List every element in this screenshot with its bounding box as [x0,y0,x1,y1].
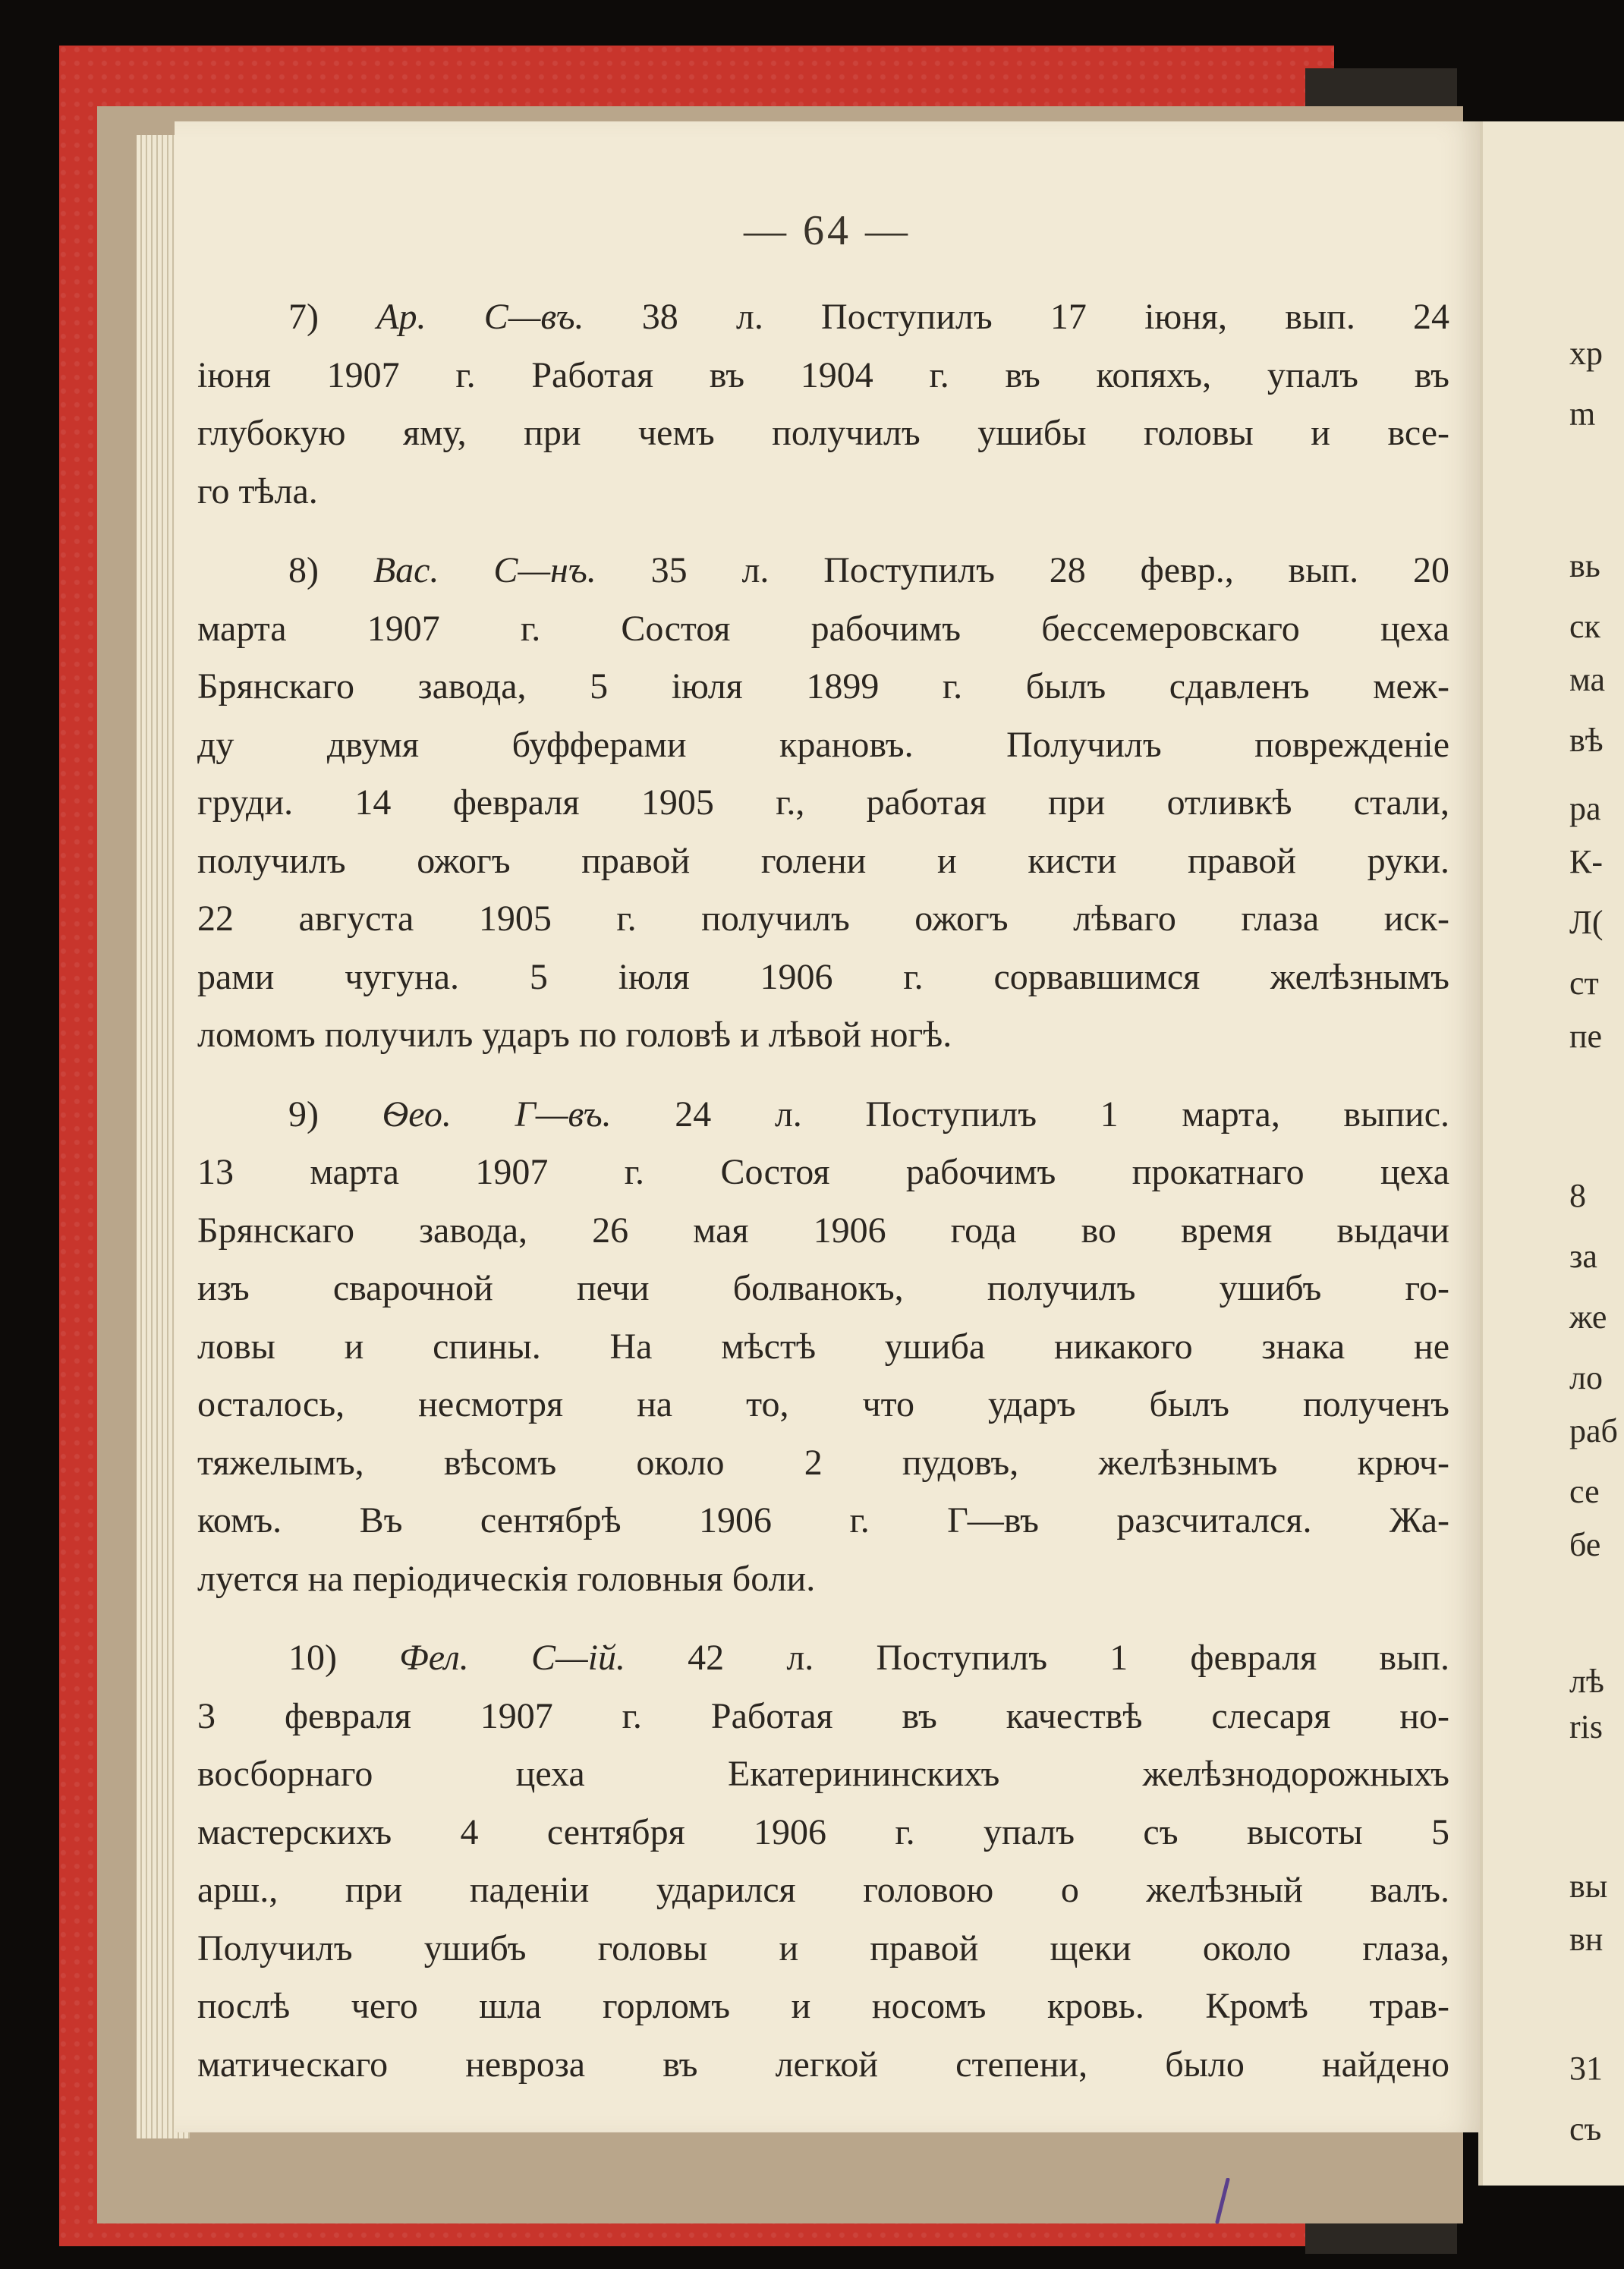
text-line [197,949,1449,1007]
facing-page-fragment: лѣ [1569,1663,1604,1700]
text-run: Брянскаго завода, 26 мая 1906 года во время выдачи [197,1210,1449,1251]
text-run: матическаго невроза въ легкой степени, было найдено [197,2044,1449,2085]
page-text [197,288,1449,2094]
facing-page-fragment: ris [1569,1708,1603,1745]
text-run: мастерскихъ 4 сентября 1906 г. упалъ съ высоты 5 [197,1811,1449,1852]
text-line [197,347,1449,405]
text-run: тяжелымъ, вѣсомъ около 2 пудовъ, желѣзнымъ крюч- [197,1442,1449,1483]
text-run: луется на періодическія головныя боли. [197,1558,816,1599]
text-run: послѣ чего шла горломъ и носомъ кровь. Кромѣ трав- [197,1986,1449,2026]
text-run: 35 л. Поступилъ 28 февр., вып. 20 [596,550,1450,590]
text-run: получилъ ожогъ правой голени и кисти правой руки. [197,840,1449,881]
text-run: іюня 1907 г. Работая въ 1904 г. въ копяхъ, упалъ въ [197,354,1449,395]
text-line [197,716,1449,775]
text-run: 24 л. Поступилъ 1 марта, выпис. [611,1094,1450,1134]
facing-page-fragment: ст [1569,965,1599,1002]
text-run: изъ сварочной печи болванокъ, получилъ ушибъ го- [197,1268,1449,1308]
text-run: глубокую яму, при чемъ получилъ ушибы головы и все- [197,413,1449,453]
facing-page-fragment: 8 [1569,1177,1586,1214]
paragraph [197,1629,1449,2094]
text-run: ломомъ получилъ ударъ по головѣ и лѣвой ногѣ. [197,1015,952,1055]
facing-page-fragment: m [1569,395,1596,433]
facing-page-fragment: вн [1569,1921,1604,1958]
paragraph [197,288,1449,521]
text-line [197,1745,1449,1804]
text-line [197,542,1449,600]
text-line [197,2036,1449,2094]
facing-page-fragment: же [1569,1298,1607,1336]
text-run: 38 л. Поступилъ 17 іюня, вып. 24 [584,297,1450,337]
facing-page-fragment: ра [1569,790,1601,827]
text-run: арш., при паденіи ударился головою о желѣзный валъ. [197,1870,1449,1910]
paragraph [197,1086,1449,1609]
paragraph [197,542,1449,1065]
facing-page-fragment: ма [1569,661,1606,698]
text-line [197,1978,1449,2036]
text-line [197,600,1449,659]
text-run: восборнаго цеха Екатерининскихъ желѣзнодорожныхъ [197,1754,1449,1794]
text-line [197,1434,1449,1493]
text-run: рами чугуна. 5 іюля 1906 г. сорвавшимся желѣзнымъ [197,956,1449,997]
facing-page-fragment: Л( [1569,904,1604,941]
facing-page-fragment: ск [1569,608,1600,645]
text-run: марта 1907 г. Состоя рабочимъ бессемеровскаго цеха [197,608,1449,649]
text-run: Брянскаго завода, 5 іюля 1899 г. былъ сдавленъ меж- [197,666,1449,707]
text-line [197,1688,1449,1746]
text-run: 9) [288,1094,382,1134]
text-line [197,1492,1449,1550]
text-line [197,1376,1449,1434]
page-number: — 64 — [744,207,911,254]
text-run: осталось, несмотря на то, что ударъ былъ полученъ [197,1384,1449,1424]
text-run: Получилъ ушибъ головы и правой щеки около глаза, [197,1928,1449,1968]
text-run: 8) [288,550,373,590]
text-run: груди. 14 февраля 1905 г., работая при отливкѣ стали, [197,782,1449,823]
text-run: ловы и спины. На мѣстѣ ушиба никакого знака не [197,1326,1449,1367]
facing-page-fragment: раб [1569,1412,1618,1449]
text-line [197,1086,1449,1144]
text-line [197,890,1449,949]
text-line [197,1202,1449,1260]
text-run: комъ. Въ сентябрѣ 1906 г. Г—въ разсчитался. Жа- [197,1500,1449,1540]
facing-page-fragment: ло [1569,1359,1603,1396]
facing-page-fragment: за [1569,1238,1597,1275]
patient-name: Фел. С—ій. [399,1638,625,1678]
text-line [197,1804,1449,1862]
facing-page-fragment: пе [1569,1018,1603,1055]
text-line [197,1318,1449,1377]
text-line [197,288,1449,347]
text-line [197,1861,1449,1920]
pen-mark [1213,2178,1232,2225]
facing-page-fragment: хр [1569,335,1603,372]
text-line [197,463,1449,521]
text-run: 10) [288,1638,400,1678]
text-line [197,1629,1449,1688]
facing-page-fragment: се [1569,1473,1600,1510]
patient-name: Вас. С—нъ. [373,550,596,590]
text-run: ду двумя буфферами крановъ. Получилъ поврежденіе [197,724,1449,765]
facing-page-fragment: съ [1569,2110,1602,2148]
text-line [197,832,1449,891]
text-line [197,774,1449,832]
text-line [197,658,1449,716]
facing-page-fragment: вѣ [1569,722,1604,759]
facing-page-fragment: К- [1569,843,1603,880]
text-run: 7) [288,297,377,337]
text-line [197,1550,1449,1609]
facing-page-fragment: 31 [1569,2050,1603,2087]
text-run: 3 февраля 1907 г. Работая въ качествѣ слесаря но- [197,1695,1449,1736]
text-run: 22 августа 1905 г. получилъ ожогъ лѣваго глаза иск- [197,898,1449,939]
text-line [197,1144,1449,1202]
text-line [197,1920,1449,1978]
patient-name: Ѳео. Г—въ. [382,1094,612,1134]
facing-page-fragment: вы [1569,1868,1608,1905]
text-line [197,1260,1449,1318]
facing-page-fragment: вь [1569,547,1600,584]
text-line [197,404,1449,463]
patient-name: Ар. С—въ. [376,297,584,337]
text-run: го тѣла. [197,470,318,511]
facing-page-fragment: бе [1569,1526,1601,1563]
text-run: 42 л. Поступилъ 1 февраля вып. [625,1638,1450,1678]
text-line [197,1006,1449,1065]
text-run: 13 марта 1907 г. Состоя рабочимъ прокатнаго цеха [197,1152,1449,1192]
